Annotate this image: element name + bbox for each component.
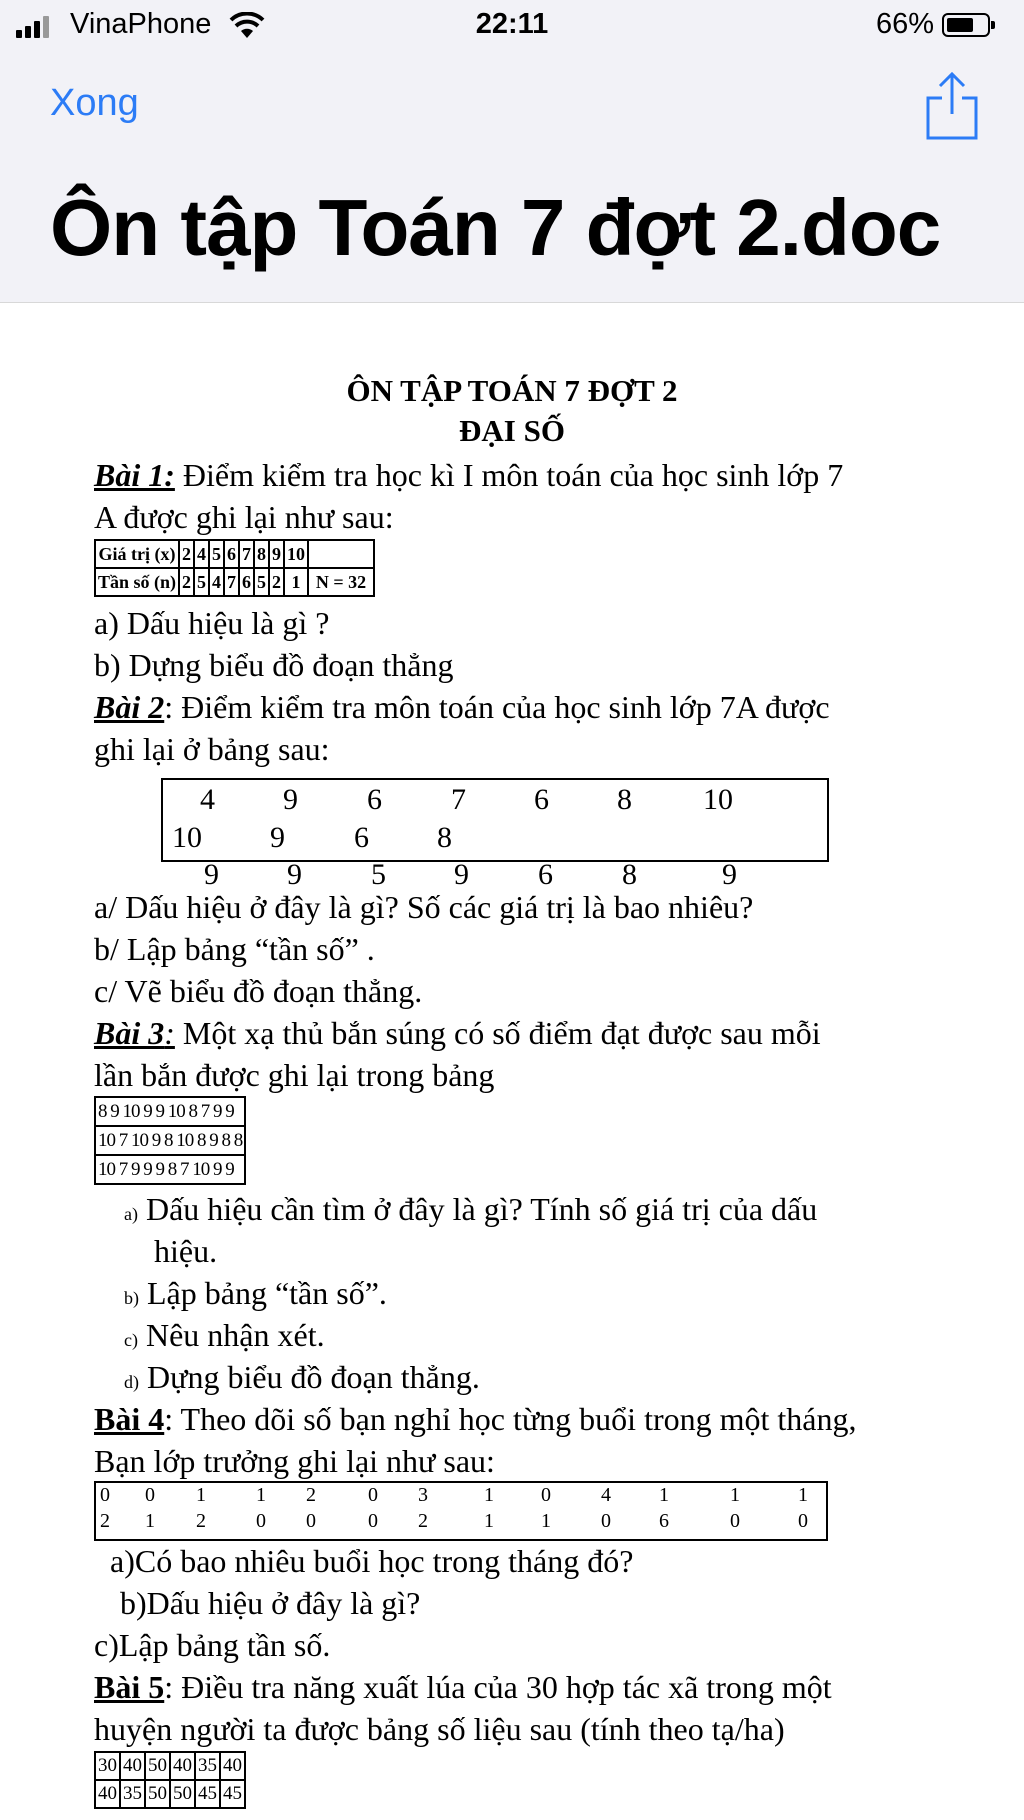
- table-cell: 10 7 9 9 9 8 7 10 9 9: [95, 1155, 245, 1184]
- table-cell: 50: [170, 1780, 195, 1808]
- data-value: 1: [256, 1484, 266, 1506]
- data-value: 8: [622, 858, 637, 891]
- table-cell: 8: [254, 540, 269, 568]
- data-value: 10: [172, 821, 202, 854]
- table-row: [95, 1097, 245, 1126]
- bai3-question-a: a) Dấu hiệu cần tìm ở đây là gì? Tính số giá trị của dấu: [124, 1191, 818, 1227]
- table-cell: 9: [269, 540, 284, 568]
- table-cell: 2: [269, 568, 284, 596]
- table-cell: 50: [145, 1752, 170, 1780]
- status-bar: [0, 0, 1024, 52]
- data-value: 0: [256, 1510, 266, 1532]
- data-value: 8: [617, 783, 632, 816]
- table-cell: 10 7 10 9 8 10 8 9 8 8: [95, 1126, 245, 1155]
- data-value: 0: [145, 1484, 155, 1506]
- data-value: 2: [196, 1510, 206, 1532]
- bai4-line1: Bài 4: Theo dõi số bạn nghỉ học từng buổi trong một tháng,: [94, 1401, 857, 1437]
- data-value: 9: [283, 783, 298, 816]
- table-cell: 40: [220, 1752, 245, 1780]
- table-cell: 2: [179, 540, 194, 568]
- data-value: 2: [418, 1510, 428, 1532]
- bai2-question-c: c/ Vẽ biểu đồ đoạn thẳng.: [94, 973, 423, 1009]
- table-row: [95, 1780, 245, 1808]
- data-value: 9: [270, 821, 285, 854]
- table-cell: 40: [95, 1780, 120, 1808]
- data-value: 6: [659, 1510, 669, 1532]
- battery-icon: [942, 13, 990, 37]
- data-value: 0: [368, 1510, 378, 1532]
- bai3-question-b: b) Lập bảng “tần số”.: [124, 1275, 387, 1311]
- table-cell: 40: [120, 1752, 145, 1780]
- data-value: 1: [798, 1484, 808, 1506]
- bai5-line2: huyện người ta được bảng số liệu sau (tính theo tạ/ha): [94, 1711, 785, 1747]
- bai1-question-b: b) Dựng biểu đồ đoạn thẳng: [94, 647, 454, 683]
- bai2-question-a: a/ Dấu hiệu ở đây là gì? Số các giá trị là bao nhiêu?: [94, 889, 754, 925]
- bai4-question-c: c)Lập bảng tần số.: [94, 1627, 331, 1663]
- table-cell: Tần số (n): [95, 568, 179, 596]
- bai3-table: [94, 1096, 246, 1185]
- table-cell: [308, 540, 374, 568]
- bai1-line2: A được ghi lại như sau:: [94, 499, 394, 535]
- table-cell: 6: [224, 540, 239, 568]
- table-cell: 4: [194, 540, 209, 568]
- document-view[interactable]: [0, 303, 1024, 1820]
- bai3-line2: lần bắn được ghi lại trong bảng: [94, 1057, 495, 1093]
- data-value: 9: [454, 858, 469, 891]
- table-row: [95, 1752, 245, 1780]
- done-button[interactable]: Xong: [50, 82, 139, 124]
- data-value: 3: [418, 1484, 428, 1506]
- data-value: 6: [354, 821, 369, 854]
- navigation-bar: [0, 52, 1024, 303]
- data-value: 6: [367, 783, 382, 816]
- table-cell: 5: [254, 568, 269, 596]
- data-value: 2: [100, 1510, 110, 1532]
- carrier-name: VinaPhone: [70, 8, 212, 40]
- table-cell: 35: [120, 1780, 145, 1808]
- data-value: 0: [730, 1510, 740, 1532]
- data-value: 1: [730, 1484, 740, 1506]
- data-value: 9: [722, 858, 737, 891]
- bai4-line2: Bạn lớp trưởng ghi lại như sau:: [94, 1443, 495, 1479]
- table-cell: 2: [179, 568, 194, 596]
- data-value: 6: [538, 858, 553, 891]
- data-value: 1: [659, 1484, 669, 1506]
- data-value: 6: [534, 783, 549, 816]
- table-row: [95, 568, 374, 596]
- bai1-label: Bài 1:: [94, 457, 175, 493]
- clock: 22:11: [475, 8, 549, 40]
- table-cell: Giá trị (x): [95, 540, 179, 568]
- table-cell: 5: [194, 568, 209, 596]
- table-cell: 6: [239, 568, 254, 596]
- table-cell: 35: [195, 1752, 220, 1780]
- table-row: [95, 1155, 245, 1184]
- bai4-question-a: a)Có bao nhiêu buổi học trong tháng đó?: [110, 1543, 634, 1579]
- bai3-label: Bài 3: [94, 1015, 165, 1051]
- table-cell: 45: [195, 1780, 220, 1808]
- data-value: 0: [306, 1510, 316, 1532]
- bai5-line1: Bài 5: Điều tra năng xuất lúa của 30 hợp tác xã trong một: [94, 1669, 832, 1705]
- bai2-question-b: b/ Lập bảng “tần số” .: [94, 931, 375, 967]
- bai3-question-a-cont: hiệu.: [154, 1233, 218, 1269]
- bai5-table: [94, 1751, 246, 1809]
- bai2-line2: ghi lại ở bảng sau:: [94, 731, 330, 767]
- bai3-line1: Bài 3: Một xạ thủ bắn súng có số điểm đạt được sau mỗi: [94, 1015, 821, 1051]
- data-value: 1: [484, 1484, 494, 1506]
- doc-subheading: ĐẠI SỐ: [459, 413, 565, 448]
- table-cell: 7: [239, 540, 254, 568]
- table-cell: 4: [209, 568, 224, 596]
- data-value: 1: [541, 1510, 551, 1532]
- table-cell: 7: [224, 568, 239, 596]
- data-value: 1: [484, 1510, 494, 1532]
- data-value: 7: [451, 783, 466, 816]
- data-value: 5: [371, 858, 386, 891]
- table-row: [95, 1126, 245, 1155]
- doc-heading: ÔN TẬP TOÁN 7 ĐỢT 2: [346, 373, 678, 408]
- data-value: 0: [100, 1484, 110, 1506]
- table-cell: 8 9 10 9 9 10 8 7 9 9: [95, 1097, 245, 1126]
- data-value: 0: [368, 1484, 378, 1506]
- bai4-question-b: b)Dấu hiệu ở đây là gì?: [120, 1585, 421, 1621]
- table-cell: N = 32: [308, 568, 374, 596]
- data-value: 4: [200, 783, 215, 816]
- table-row: [95, 540, 374, 568]
- battery-percentage: 66%: [875, 8, 934, 40]
- table-cell: 1: [284, 568, 308, 596]
- data-value: 1: [196, 1484, 206, 1506]
- data-value: 1: [145, 1510, 155, 1532]
- data-value: 0: [541, 1484, 551, 1506]
- data-value: 4: [601, 1484, 611, 1506]
- share-icon[interactable]: [924, 70, 980, 142]
- table-cell: 10: [284, 540, 308, 568]
- data-value: 9: [287, 858, 302, 891]
- data-value: 10: [703, 783, 733, 816]
- table-cell: 40: [170, 1752, 195, 1780]
- page-title: Ôn tập Toán 7 đợt 2.doc: [50, 183, 941, 272]
- data-value: 2: [306, 1484, 316, 1506]
- data-value: 8: [437, 821, 452, 854]
- table-cell: 50: [145, 1780, 170, 1808]
- data-value: 9: [204, 858, 219, 891]
- bai5-label: Bài 5: [94, 1669, 165, 1705]
- bai3-question-c: c) Nêu nhận xét.: [124, 1317, 325, 1353]
- bai2-line1: Bài 2: Điểm kiểm tra môn toán của học sinh lớp 7A được: [94, 689, 830, 725]
- data-value: 0: [798, 1510, 808, 1532]
- table-cell: 30: [95, 1752, 120, 1780]
- bai1-table: [94, 539, 375, 597]
- bai3-question-d: d) Dựng biểu đồ đoạn thẳng.: [124, 1359, 480, 1395]
- bai2-label: Bài 2: [94, 689, 165, 725]
- bai4-label: Bài 4: [94, 1401, 165, 1437]
- table-cell: 45: [220, 1780, 245, 1808]
- table-cell: 5: [209, 540, 224, 568]
- data-value: 0: [601, 1510, 611, 1532]
- bai1-question-a: a) Dấu hiệu là gì ?: [94, 605, 330, 641]
- bai1-line1: Bài 1: Điểm kiểm tra học kì I môn toán của học sinh lớp 7: [94, 457, 844, 493]
